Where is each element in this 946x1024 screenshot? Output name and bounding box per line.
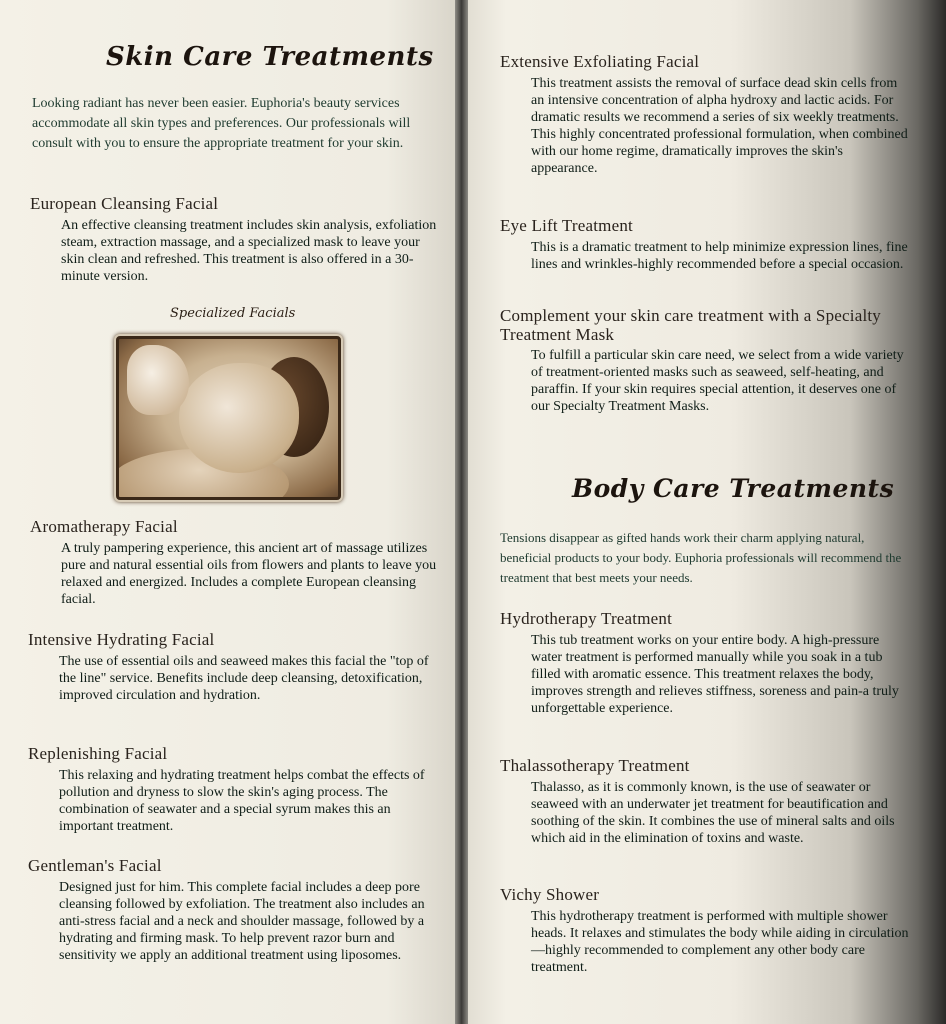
section-thalassotherapy [500,756,912,847]
section-heading: Aromatherapy Facial [30,517,178,536]
section-heading: Complement your skin care treatment with a Specialty Treatment Mask [500,306,881,344]
photo-hand [127,345,189,415]
section-heading: Replenishing Facial [28,744,168,763]
section-body: This hydrotherapy treatment is performed with multiple shower heads. It relaxes and stimulates the body while aiding in circulation—highly recommended to complement any other body care treatment. [531,909,909,975]
section-eye-lift [500,216,912,273]
section-body: The use of essential oils and seaweed makes this facial the "top of the line" service. Benefits include deep cleansing, detoxification, improved circulation and hydration. [59,654,429,703]
section-hydrotherapy [500,609,912,717]
section-body: This treatment assists the removal of surface dead skin cells from an intensive concentration of alpha hydroxy and lactic acids. For dramatic results we recommend a series of six weekly treatments. This highly concentrated professional formulation, when combined with our home regime, dramatically improves the skin's appearance. [531,76,908,176]
left-page [0,0,455,1024]
section-aromatherapy [30,517,445,608]
book-spine [455,0,468,1024]
facial-photo [116,336,341,500]
section-heading: Intensive Hydrating Facial [28,630,215,649]
section-gentlemans [28,856,445,964]
section-body: This is a dramatic treatment to help minimize expression lines, fine lines and wrinkles-highly recommended before a special occasion. [531,240,908,272]
section-extensive-exfoliating [500,52,912,177]
section-european-cleansing [30,194,445,285]
section-heading: Hydrotherapy Treatment [500,609,673,628]
section-body: Thalasso, as it is commonly known, is the use of seawater or seaweed with an underwater jet treatment for beautification and soothing of the skin. It combines the use of mineral salts and oils which aid in the elimination of toxins and waste. [531,780,895,846]
body-care-title: Body Care Treatments [572,474,895,503]
section-heading: Eye Lift Treatment [500,216,633,235]
section-body: This tub treatment works on your entire body. A high-pressure water treatment is performed manually while you soak in a tub filled with aromatic essence. This treatment relaxes the body, improves strength and relieves stiffness, soreness and pain-a truly unforgettable experience. [531,633,899,716]
section-replenishing [28,744,445,835]
section-intensive-hydrating [28,630,445,704]
section-heading: Thalassotherapy Treatment [500,756,690,775]
skin-care-intro: Looking radiant has never been easier. Euphoria's beauty services accommodate all skin types and preferences. Our professionals will consult with you to ensure the appropriate treatment for your skin. [32,96,411,151]
skin-care-title: Skin Care Treatments [106,42,434,72]
section-body: To fulfill a particular skin care need, we select from a wide variety of treatment-oriented masks such as seaweed, self-heating, and paraffin. If your skin requires special attention, it deserves one of our Specialty Treatment Masks. [531,348,904,414]
section-heading: Extensive Exfoliating Facial [500,52,700,71]
right-page [468,0,946,1024]
section-body: This relaxing and hydrating treatment helps combat the effects of pollution and dryness to slow the skin's aging process. The combination of seawater and a special syrum makes this an important treatment. [59,768,425,834]
section-vichy-shower [500,885,912,976]
section-heading: Gentleman's Facial [28,856,162,875]
section-specialty-mask [500,306,912,415]
photo-label: Specialized Facials [170,306,296,321]
section-body: Designed just for him. This complete facial includes a deep pore cleansing followed by exfoliation. The treatment also includes an anti-stress facial and a neck and shoulder massage, followed by a hydrating and firming mask. To help prevent razor burn and sensitivity we apply an additional treatment using liposomes. [59,880,425,963]
section-body: A truly pampering experience, this ancient art of massage utilizes pure and natural essential oils from flowers and plants to leave you relaxed and energized. Includes a complete European cleansing facial. [61,541,437,607]
section-heading: Vichy Shower [500,885,600,904]
section-heading: European Cleansing Facial [30,194,219,213]
photo-face [179,363,299,473]
body-care-intro: Tensions disappear as gifted hands work their charm applying natural, beneficial products to your body. Euphoria professionals will recommend the treatment that best meets your needs. [500,530,902,585]
section-body: An effective cleansing treatment includes skin analysis, exfoliation steam, extraction massage, and a specialized mask to leave your skin clean and refreshed. This treatment is also offered in a 30-minute version. [61,218,437,284]
